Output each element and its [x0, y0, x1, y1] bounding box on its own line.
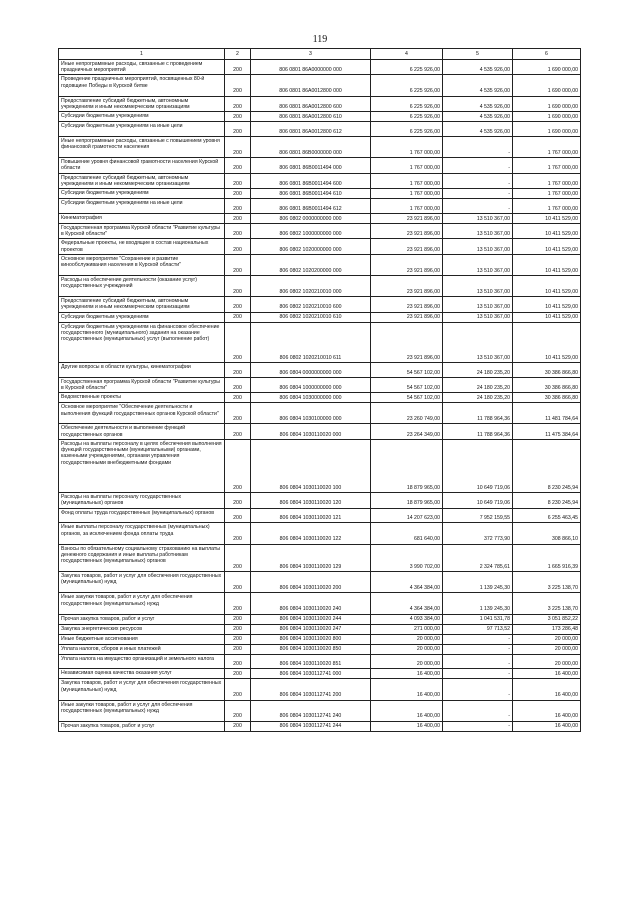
row-name-cell: Закупка товаров, работ и услуг для обеспечения государственных (муниципальных) нужд: [59, 679, 225, 700]
table-row: [59, 254, 581, 275]
row-kbk-cell: 806 0804 0000000000 000: [251, 363, 371, 378]
row-amount-executed-cell: -: [443, 158, 513, 173]
row-amount-executed-cell: 1 139 245,30: [443, 572, 513, 593]
row-amount-remaining-cell: 20 000,00: [513, 644, 581, 654]
row-amount-remaining-cell: 10 411 529,00: [513, 312, 581, 322]
table-row: [59, 223, 581, 238]
table-row: [59, 634, 581, 644]
row-kbk-cell: 806 0802 1000000000 000: [251, 223, 371, 238]
row-code-cell: 200: [225, 493, 251, 508]
row-kbk-cell: 806 0801 86В0011494 610: [251, 189, 371, 199]
row-amount-executed-cell: 13 510 367,00: [443, 239, 513, 254]
row-kbk-cell: 806 0804 1030110020 850: [251, 644, 371, 654]
row-amount-executed-cell: 1 041 531,78: [443, 614, 513, 624]
row-amount-executed-cell: 97 713,52: [443, 624, 513, 634]
table-row: [59, 199, 581, 214]
row-amount-remaining-cell: 1 690 000,00: [513, 60, 581, 75]
row-amount-approved-cell: 23 921 896,00: [371, 312, 443, 322]
table-row: [59, 393, 581, 403]
row-amount-remaining-cell: 16 400,00: [513, 669, 581, 679]
row-kbk-cell: 806 0801 86В0011494 000: [251, 158, 371, 173]
row-kbk-cell: 806 0801 86В0011494 612: [251, 199, 371, 214]
row-code-cell: 200: [225, 60, 251, 75]
row-amount-approved-cell: 20 000,00: [371, 654, 443, 669]
row-name-cell: Закупка энергетических ресурсов: [59, 624, 225, 634]
row-amount-executed-cell: -: [443, 679, 513, 700]
row-kbk-cell: 806 0804 1030110020 247: [251, 624, 371, 634]
row-name-cell: Ведомственные проекты: [59, 393, 225, 403]
row-code-cell: 200: [225, 173, 251, 188]
row-amount-approved-cell: 6 225 926,00: [371, 122, 443, 137]
row-code-cell: 200: [225, 377, 251, 392]
row-amount-executed-cell: 4 535 926,00: [443, 122, 513, 137]
row-amount-remaining-cell: 1 767 000,00: [513, 173, 581, 188]
row-amount-approved-cell: 23 921 896,00: [371, 322, 443, 362]
row-kbk-cell: 806 0804 1000000000 000: [251, 377, 371, 392]
row-name-cell: Федеральные проекты, не входящие в состав национальных проектов: [59, 239, 225, 254]
row-code-cell: 200: [225, 239, 251, 254]
row-amount-approved-cell: 6 225 926,00: [371, 60, 443, 75]
row-name-cell: Повышение уровня финансовой грамотности населения Курской области: [59, 158, 225, 173]
row-name-cell: Иные закупки товаров, работ и услуг для обеспечения государственных (муниципальных) нужд: [59, 700, 225, 721]
row-code-cell: 200: [225, 403, 251, 424]
table-row: [59, 213, 581, 223]
row-amount-executed-cell: 1 139 245,30: [443, 593, 513, 614]
row-name-cell: Государственная программа Курской области "Развитие культуры в Курской области": [59, 223, 225, 238]
table-row: [59, 96, 581, 111]
table-row: [59, 544, 581, 572]
table-row: [59, 136, 581, 157]
row-kbk-cell: 806 0804 1030000000 000: [251, 393, 371, 403]
row-amount-approved-cell: 23 921 896,00: [371, 213, 443, 223]
row-name-cell: Субсидии бюджетным учреждениям на иные цели: [59, 122, 225, 137]
table-row: [59, 403, 581, 424]
row-kbk-cell: 806 0802 1020210010 610: [251, 312, 371, 322]
row-amount-approved-cell: 6 225 926,00: [371, 112, 443, 122]
row-amount-executed-cell: 10 649 719,06: [443, 439, 513, 492]
row-code-cell: 200: [225, 424, 251, 439]
row-amount-executed-cell: 4 535 926,00: [443, 112, 513, 122]
row-amount-approved-cell: 23 921 896,00: [371, 297, 443, 312]
row-name-cell: Уплата налога на имущество организаций и земельного налога: [59, 654, 225, 669]
row-amount-approved-cell: 16 400,00: [371, 679, 443, 700]
row-amount-remaining-cell: 30 386 866,80: [513, 377, 581, 392]
row-amount-executed-cell: -: [443, 644, 513, 654]
row-code-cell: 200: [225, 122, 251, 137]
row-amount-approved-cell: 54 567 102,00: [371, 393, 443, 403]
row-amount-executed-cell: 4 535 926,00: [443, 96, 513, 111]
row-amount-approved-cell: 1 767 000,00: [371, 136, 443, 157]
row-amount-approved-cell: 4 093 384,00: [371, 614, 443, 624]
row-amount-executed-cell: -: [443, 136, 513, 157]
row-code-cell: 200: [225, 523, 251, 544]
table-row: [59, 239, 581, 254]
row-amount-executed-cell: 13 510 367,00: [443, 297, 513, 312]
row-amount-executed-cell: 2 324 785,61: [443, 544, 513, 572]
row-kbk-cell: 806 0804 1030112741 000: [251, 669, 371, 679]
row-kbk-cell: 806 0802 1020000000 000: [251, 239, 371, 254]
row-amount-remaining-cell: 8 230 245,94: [513, 493, 581, 508]
row-amount-approved-cell: 54 567 102,00: [371, 377, 443, 392]
row-code-cell: 200: [225, 721, 251, 731]
table-body: [59, 60, 581, 732]
row-amount-approved-cell: 4 364 384,00: [371, 572, 443, 593]
row-amount-remaining-cell: 30 386 866,80: [513, 363, 581, 378]
row-name-cell: Кинематография: [59, 213, 225, 223]
row-kbk-cell: 806 0804 1030112741 240: [251, 700, 371, 721]
row-kbk-cell: 806 0804 1030100000 000: [251, 403, 371, 424]
row-code-cell: 200: [225, 213, 251, 223]
row-code-cell: 200: [225, 189, 251, 199]
row-name-cell: Закупка товаров, работ и услуг для обеспечения государственных (муниципальных) нужд: [59, 572, 225, 593]
row-kbk-cell: 806 0804 1030110020 200: [251, 572, 371, 593]
row-amount-approved-cell: 18 879 965,00: [371, 439, 443, 492]
row-name-cell: Обеспечение деятельности и выполнение функций государственных органов: [59, 424, 225, 439]
row-name-cell: Проведение праздничных мероприятий, посвященных 80-й годовщине Победы в Курской битве: [59, 75, 225, 96]
row-name-cell: Расходы на выплаты персоналу государственных (муниципальных) органов: [59, 493, 225, 508]
row-name-cell: Иные непрограммные расходы, связанные с повышением уровня финансовой грамотности населения: [59, 136, 225, 157]
column-header: 6: [513, 49, 581, 60]
row-amount-approved-cell: 23 264 349,00: [371, 424, 443, 439]
table-row: [59, 189, 581, 199]
table-row: [59, 572, 581, 593]
row-amount-executed-cell: 4 535 926,00: [443, 75, 513, 96]
row-name-cell: Расходы на обеспечение деятельности (оказание услуг) государственных учреждений: [59, 275, 225, 296]
table-row: [59, 158, 581, 173]
row-amount-approved-cell: 1 767 000,00: [371, 189, 443, 199]
row-name-cell: Предоставление субсидий бюджетным, автономным учреждениям и иным некоммерческим организациям: [59, 173, 225, 188]
row-code-cell: 200: [225, 654, 251, 669]
row-code-cell: 200: [225, 158, 251, 173]
row-amount-approved-cell: 23 260 749,00: [371, 403, 443, 424]
row-name-cell: Иные выплаты персоналу государственных (муниципальных) органов, за исключением фонда оплаты труда: [59, 523, 225, 544]
table-row: [59, 173, 581, 188]
row-amount-approved-cell: 16 400,00: [371, 721, 443, 731]
row-amount-executed-cell: 11 788 964,36: [443, 403, 513, 424]
row-name-cell: Субсидии бюджетным учреждениям на иные цели: [59, 199, 225, 214]
table-row: [59, 624, 581, 634]
row-kbk-cell: 806 0804 1030110020 122: [251, 523, 371, 544]
row-name-cell: Субсидии бюджетным учреждениям: [59, 189, 225, 199]
row-kbk-cell: 806 0802 1020200000 000: [251, 254, 371, 275]
row-amount-remaining-cell: 10 411 529,00: [513, 254, 581, 275]
row-kbk-cell: 806 0801 86А0012800 000: [251, 75, 371, 96]
row-amount-remaining-cell: 6 255 463,45: [513, 508, 581, 523]
row-amount-executed-cell: -: [443, 700, 513, 721]
row-amount-approved-cell: 18 879 965,00: [371, 493, 443, 508]
row-amount-approved-cell: 3 990 702,00: [371, 544, 443, 572]
row-amount-executed-cell: -: [443, 199, 513, 214]
table-row: [59, 614, 581, 624]
row-amount-executed-cell: 11 788 964,36: [443, 424, 513, 439]
table-row: [59, 669, 581, 679]
row-amount-executed-cell: 13 510 367,00: [443, 312, 513, 322]
row-amount-remaining-cell: 11 475 384,64: [513, 424, 581, 439]
row-amount-remaining-cell: 20 000,00: [513, 654, 581, 669]
row-amount-remaining-cell: 8 230 245,94: [513, 439, 581, 492]
row-amount-approved-cell: 271 000,00: [371, 624, 443, 634]
table-row: [59, 60, 581, 75]
row-kbk-cell: 806 0801 86А0012800 610: [251, 112, 371, 122]
row-amount-remaining-cell: 1 767 000,00: [513, 136, 581, 157]
row-amount-executed-cell: 10 649 719,06: [443, 493, 513, 508]
row-kbk-cell: 806 0802 1020210010 611: [251, 322, 371, 362]
row-amount-remaining-cell: 16 400,00: [513, 700, 581, 721]
row-code-cell: 200: [225, 96, 251, 111]
row-amount-remaining-cell: 1 690 000,00: [513, 75, 581, 96]
table-row: [59, 297, 581, 312]
row-code-cell: 200: [225, 322, 251, 362]
table-row: [59, 700, 581, 721]
table-row: [59, 312, 581, 322]
row-amount-remaining-cell: 10 411 529,00: [513, 275, 581, 296]
row-name-cell: Расходы на выплаты персоналу в целях обеспечения выполнения функций государственными (муниципальными) органами, казенными учреждениями, органами управления государственными внебюджетными фондами: [59, 439, 225, 492]
row-code-cell: 200: [225, 275, 251, 296]
row-code-cell: 200: [225, 669, 251, 679]
row-name-cell: Фонд оплаты труда государственных (муниципальных) органов: [59, 508, 225, 523]
row-amount-remaining-cell: 1 665 916,39: [513, 544, 581, 572]
row-code-cell: 200: [225, 363, 251, 378]
row-name-cell: Иные закупки товаров, работ и услуг для обеспечения государственных (муниципальных) нужд: [59, 593, 225, 614]
row-kbk-cell: 806 0804 1030110020 851: [251, 654, 371, 669]
row-kbk-cell: 806 0804 1030110020 121: [251, 508, 371, 523]
table-row: [59, 493, 581, 508]
row-code-cell: 200: [225, 624, 251, 634]
table-row: [59, 644, 581, 654]
table-row: [59, 75, 581, 96]
row-amount-approved-cell: 16 400,00: [371, 669, 443, 679]
row-kbk-cell: 806 0804 1030112741 244: [251, 721, 371, 731]
row-amount-executed-cell: -: [443, 189, 513, 199]
table-row: [59, 654, 581, 669]
row-amount-approved-cell: 14 207 623,00: [371, 508, 443, 523]
table-row: [59, 523, 581, 544]
row-name-cell: Иные непрограммные расходы, связанные с проведением праздничных мероприятий: [59, 60, 225, 75]
row-amount-executed-cell: 7 952 159,55: [443, 508, 513, 523]
row-kbk-cell: 806 0801 86А0012800 612: [251, 122, 371, 137]
row-code-cell: 200: [225, 700, 251, 721]
table-row: [59, 508, 581, 523]
row-amount-remaining-cell: 11 481 784,64: [513, 403, 581, 424]
row-amount-executed-cell: 24 180 235,20: [443, 377, 513, 392]
table-row: [59, 322, 581, 362]
row-amount-remaining-cell: 3 225 138,70: [513, 593, 581, 614]
row-kbk-cell: 806 0804 1030110020 000: [251, 424, 371, 439]
column-header: 5: [443, 49, 513, 60]
row-amount-approved-cell: 23 921 896,00: [371, 254, 443, 275]
row-amount-remaining-cell: 1 767 000,00: [513, 199, 581, 214]
row-code-cell: 200: [225, 634, 251, 644]
row-amount-executed-cell: 4 535 926,00: [443, 60, 513, 75]
row-amount-executed-cell: -: [443, 173, 513, 188]
row-amount-remaining-cell: 16 400,00: [513, 679, 581, 700]
row-kbk-cell: 806 0802 0000000000 000: [251, 213, 371, 223]
column-header: 3: [251, 49, 371, 60]
column-header: 1: [59, 49, 225, 60]
row-name-cell: Субсидии бюджетным учреждениям: [59, 312, 225, 322]
table-row: [59, 122, 581, 137]
row-amount-approved-cell: 6 225 926,00: [371, 96, 443, 111]
row-kbk-cell: 806 0801 86А0012800 600: [251, 96, 371, 111]
row-kbk-cell: 806 0802 1020210010 600: [251, 297, 371, 312]
row-kbk-cell: 806 0804 1030110020 240: [251, 593, 371, 614]
row-amount-executed-cell: 13 510 367,00: [443, 254, 513, 275]
row-code-cell: 200: [225, 544, 251, 572]
row-amount-approved-cell: 23 921 896,00: [371, 223, 443, 238]
row-name-cell: Независимая оценка качества оказания услуг: [59, 669, 225, 679]
row-amount-approved-cell: 20 000,00: [371, 644, 443, 654]
row-amount-remaining-cell: 10 411 529,00: [513, 239, 581, 254]
table-header-row: [59, 49, 581, 60]
table-row: [59, 593, 581, 614]
row-amount-remaining-cell: 1 767 000,00: [513, 189, 581, 199]
table-row: [59, 679, 581, 700]
row-amount-approved-cell: 4 364 384,00: [371, 593, 443, 614]
row-code-cell: 200: [225, 593, 251, 614]
row-amount-approved-cell: 16 400,00: [371, 700, 443, 721]
row-kbk-cell: 806 0804 1030110020 129: [251, 544, 371, 572]
row-amount-remaining-cell: 1 690 000,00: [513, 122, 581, 137]
row-amount-executed-cell: 13 510 367,00: [443, 213, 513, 223]
row-amount-executed-cell: -: [443, 669, 513, 679]
row-name-cell: Уплата налогов, сборов и иных платежей: [59, 644, 225, 654]
row-code-cell: 200: [225, 75, 251, 96]
table-row: [59, 377, 581, 392]
table-row: [59, 721, 581, 731]
row-kbk-cell: 806 0804 1030110020 244: [251, 614, 371, 624]
row-kbk-cell: 806 0804 1030112741 200: [251, 679, 371, 700]
table-row: [59, 424, 581, 439]
row-amount-approved-cell: 23 921 896,00: [371, 239, 443, 254]
row-amount-remaining-cell: 10 411 529,00: [513, 223, 581, 238]
row-amount-remaining-cell: 16 400,00: [513, 721, 581, 731]
row-amount-executed-cell: 24 180 235,20: [443, 363, 513, 378]
row-amount-executed-cell: 24 180 235,20: [443, 393, 513, 403]
row-amount-remaining-cell: 3 051 852,22: [513, 614, 581, 624]
row-code-cell: 200: [225, 614, 251, 624]
row-code-cell: 200: [225, 112, 251, 122]
row-amount-remaining-cell: 20 000,00: [513, 634, 581, 644]
row-amount-approved-cell: 1 767 000,00: [371, 173, 443, 188]
row-amount-executed-cell: -: [443, 634, 513, 644]
row-name-cell: Другие вопросы в области культуры, кинематографии: [59, 363, 225, 378]
row-kbk-cell: 806 0801 86В0000000 000: [251, 136, 371, 157]
row-kbk-cell: 806 0804 1030110020 120: [251, 493, 371, 508]
row-amount-remaining-cell: 3 225 138,70: [513, 572, 581, 593]
row-amount-remaining-cell: 308 866,10: [513, 523, 581, 544]
row-code-cell: 200: [225, 297, 251, 312]
row-amount-remaining-cell: 10 411 529,00: [513, 213, 581, 223]
row-amount-approved-cell: 1 767 000,00: [371, 158, 443, 173]
row-name-cell: Основное мероприятие "Сохранение и развитие кинообслуживания населения в Курской области": [59, 254, 225, 275]
row-code-cell: 200: [225, 572, 251, 593]
row-code-cell: 200: [225, 312, 251, 322]
row-name-cell: Прочая закупка товаров, работ и услуг: [59, 614, 225, 624]
budget-table: [58, 48, 581, 732]
row-code-cell: 200: [225, 644, 251, 654]
row-name-cell: Иные бюджетные ассигнования: [59, 634, 225, 644]
row-name-cell: Государственная программа Курской области "Развитие культуры в Курской области": [59, 377, 225, 392]
row-amount-executed-cell: 13 510 367,00: [443, 322, 513, 362]
row-name-cell: Предоставление субсидий бюджетным, автономным учреждениям и иным некоммерческим организациям: [59, 297, 225, 312]
row-amount-remaining-cell: 10 411 529,00: [513, 322, 581, 362]
row-amount-remaining-cell: 173 286,48: [513, 624, 581, 634]
row-kbk-cell: 806 0801 86А0000000 000: [251, 60, 371, 75]
table-row: [59, 112, 581, 122]
row-name-cell: Субсидии бюджетным учреждениям: [59, 112, 225, 122]
row-amount-approved-cell: 681 640,00: [371, 523, 443, 544]
row-amount-executed-cell: 372 773,90: [443, 523, 513, 544]
row-amount-executed-cell: 13 510 367,00: [443, 275, 513, 296]
row-code-cell: 200: [225, 254, 251, 275]
row-amount-remaining-cell: 30 386 866,80: [513, 393, 581, 403]
row-code-cell: 200: [225, 223, 251, 238]
row-amount-approved-cell: 54 567 102,00: [371, 363, 443, 378]
row-amount-remaining-cell: 10 411 529,00: [513, 297, 581, 312]
row-amount-remaining-cell: 1 690 000,00: [513, 96, 581, 111]
table-row: [59, 275, 581, 296]
row-amount-remaining-cell: 1 690 000,00: [513, 112, 581, 122]
column-header: 2: [225, 49, 251, 60]
row-kbk-cell: 806 0804 1030110020 800: [251, 634, 371, 644]
row-amount-approved-cell: 6 225 926,00: [371, 75, 443, 96]
row-code-cell: 200: [225, 679, 251, 700]
row-amount-executed-cell: -: [443, 721, 513, 731]
table-row: [59, 363, 581, 378]
row-amount-approved-cell: 1 767 000,00: [371, 199, 443, 214]
row-code-cell: 200: [225, 508, 251, 523]
row-name-cell: Основное мероприятие "Обеспечение деятельности и выполнения функций государственных органов Курской области": [59, 403, 225, 424]
row-code-cell: 200: [225, 393, 251, 403]
page-number: 119: [312, 34, 328, 45]
row-name-cell: Взносы по обязательному социальному страхованию на выплаты денежного содержания и иные выплаты работникам государственных (муниципальных) органов: [59, 544, 225, 572]
row-kbk-cell: 806 0801 86В0011494 600: [251, 173, 371, 188]
row-amount-executed-cell: -: [443, 654, 513, 669]
row-amount-approved-cell: 23 921 896,00: [371, 275, 443, 296]
row-amount-executed-cell: 13 510 367,00: [443, 223, 513, 238]
row-name-cell: Субсидии бюджетным учреждениям на финансовое обеспечение государственного (муниципального) задания на оказание государственных (муниципальных) услуг (выполнение работ): [59, 322, 225, 362]
row-code-cell: 200: [225, 439, 251, 492]
table-row: [59, 439, 581, 492]
row-amount-remaining-cell: 1 767 000,00: [513, 158, 581, 173]
row-code-cell: 200: [225, 199, 251, 214]
row-amount-approved-cell: 20 000,00: [371, 634, 443, 644]
row-kbk-cell: 806 0804 1030110020 100: [251, 439, 371, 492]
row-name-cell: Предоставление субсидий бюджетным, автономным учреждениям и иным некоммерческим организациям: [59, 96, 225, 111]
row-code-cell: 200: [225, 136, 251, 157]
column-header: 4: [371, 49, 443, 60]
row-name-cell: Прочая закупка товаров, работ и услуг: [59, 721, 225, 731]
row-kbk-cell: 806 0802 1020210010 000: [251, 275, 371, 296]
